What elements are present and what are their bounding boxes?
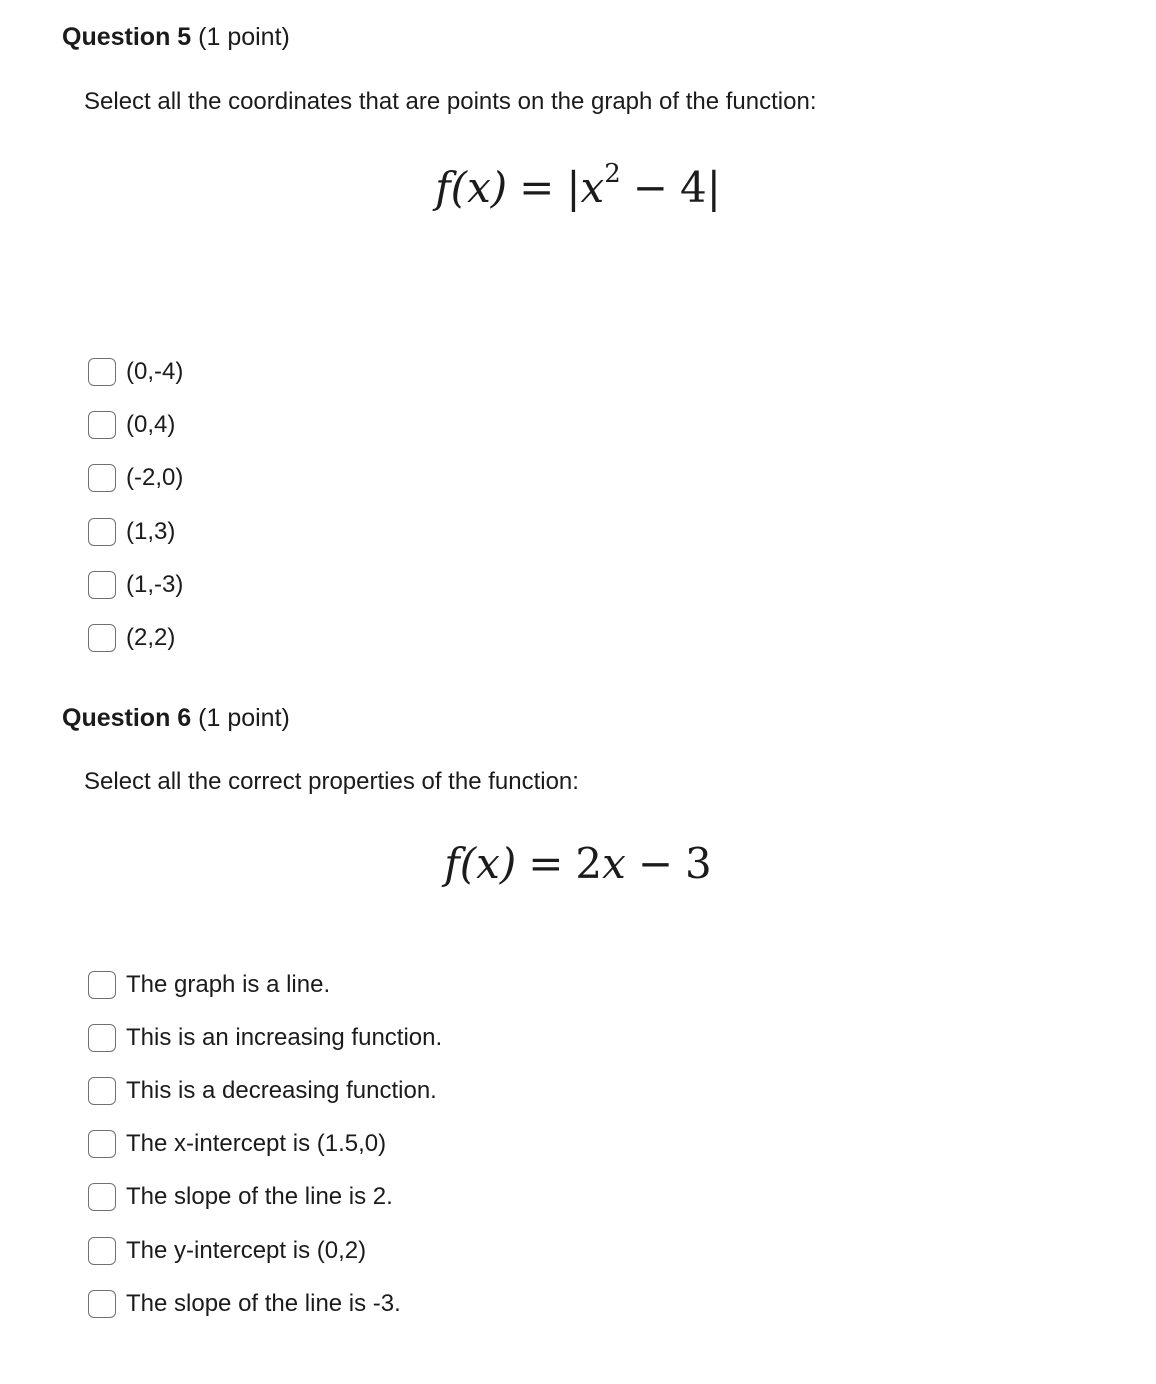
option-label[interactable]: (2,2)	[126, 624, 176, 652]
option-item[interactable]	[88, 452, 183, 505]
option-label[interactable]: (1,-3)	[126, 570, 184, 598]
option-label[interactable]: (-2,0)	[126, 464, 184, 492]
question-number: Question 5	[62, 23, 192, 51]
question-points: (1 point)	[198, 23, 290, 51]
option-item[interactable]	[88, 1011, 442, 1064]
option-label[interactable]: (0,4)	[126, 410, 176, 438]
formula-equals: =	[528, 839, 564, 888]
option-label[interactable]: (1,3)	[126, 517, 176, 545]
checkbox[interactable]	[88, 1290, 116, 1318]
formula-constant: 4	[679, 163, 707, 212]
checkbox[interactable]	[88, 571, 116, 599]
option-item[interactable]	[88, 558, 183, 611]
question-6-options	[88, 958, 442, 1330]
formula-lhs: f(x)	[444, 839, 517, 888]
option-item[interactable]	[88, 505, 183, 558]
formula-lhs: f(x)	[435, 163, 508, 212]
formula-variable: x	[602, 839, 626, 888]
checkbox[interactable]	[88, 1183, 116, 1211]
checkbox[interactable]	[88, 624, 116, 652]
question-number: Question 6	[62, 704, 192, 732]
option-item[interactable]	[88, 958, 442, 1011]
option-item[interactable]	[88, 1118, 442, 1171]
formula-abs-close: |	[706, 163, 721, 212]
option-label[interactable]: The graph is a line.	[126, 970, 331, 998]
option-item[interactable]	[88, 611, 183, 664]
question-points: (1 point)	[198, 704, 290, 732]
option-item[interactable]	[88, 1277, 442, 1330]
option-item[interactable]	[88, 1064, 442, 1117]
option-item[interactable]	[88, 1224, 442, 1277]
option-item[interactable]	[88, 398, 183, 451]
checkbox[interactable]	[88, 1024, 116, 1052]
checkbox[interactable]	[88, 1237, 116, 1265]
question-5-prompt: Select all the coordinates that are points on the graph of the function:	[84, 88, 817, 115]
checkbox[interactable]	[88, 358, 116, 386]
checkbox[interactable]	[88, 1077, 116, 1105]
option-label[interactable]: The x-intercept is (1.5,0)	[126, 1130, 387, 1158]
option-label[interactable]: This is a decreasing function.	[126, 1076, 437, 1104]
question-5-title	[62, 22, 290, 52]
option-label[interactable]: This is an increasing function.	[126, 1023, 443, 1051]
checkbox[interactable]	[88, 411, 116, 439]
question-5-options	[88, 345, 183, 665]
question-5-formula	[0, 160, 1156, 216]
option-item[interactable]	[88, 1171, 442, 1224]
formula-minus: −	[632, 163, 668, 212]
option-label[interactable]: The y-intercept is (0,2)	[126, 1236, 367, 1264]
question-6-prompt: Select all the correct properties of the function:	[84, 768, 579, 795]
checkbox[interactable]	[88, 971, 116, 999]
formula-minus: −	[637, 839, 674, 888]
option-label[interactable]: The slope of the line is 2.	[126, 1183, 393, 1211]
checkbox[interactable]	[88, 1130, 116, 1158]
formula-abs-open: |	[566, 163, 581, 212]
formula-exponent: 2	[604, 159, 621, 189]
question-6-formula	[0, 836, 1156, 892]
checkbox[interactable]	[88, 464, 116, 492]
formula-variable: x	[580, 163, 605, 212]
option-item[interactable]	[88, 345, 183, 398]
option-label[interactable]: (0,-4)	[126, 357, 184, 385]
formula-coefficient: 2	[575, 839, 603, 888]
option-label[interactable]: The slope of the line is -3.	[126, 1289, 401, 1317]
checkbox[interactable]	[88, 518, 116, 546]
formula-equals: =	[519, 163, 555, 212]
question-6-title	[62, 703, 290, 733]
formula-constant: 3	[685, 839, 712, 888]
